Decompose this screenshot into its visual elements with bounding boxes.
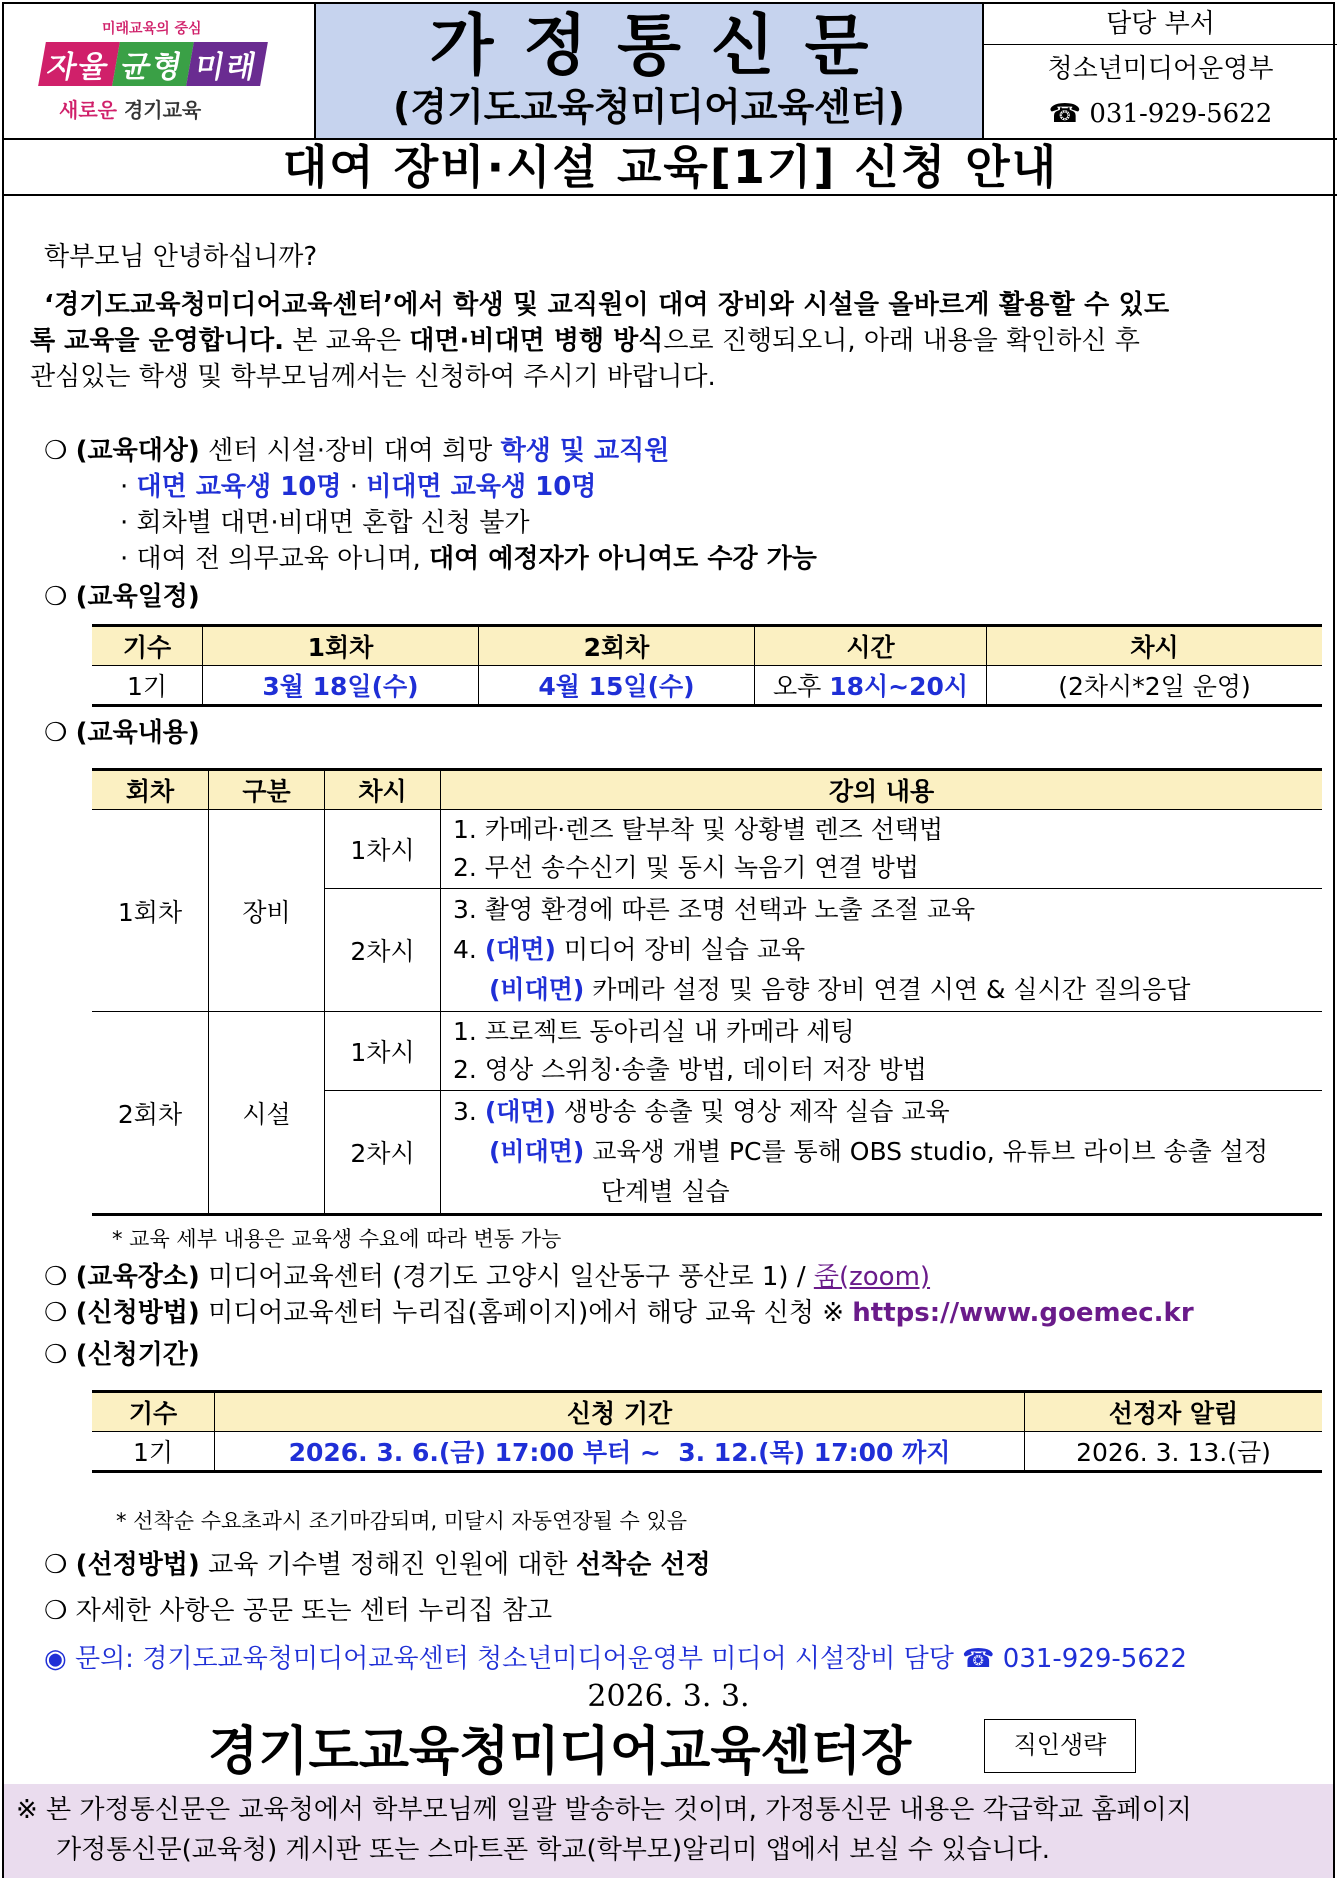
document-frame xyxy=(2,2,1335,1878)
period-label: 1차시 xyxy=(325,1012,441,1091)
circle-bullet-icon: ❍ xyxy=(44,718,68,748)
schedule-second-date: 4월 15일(수) xyxy=(479,666,755,706)
period-note: * 선착순 수요초과시 조기마감되며, 미달시 자동연장될 수 있음 xyxy=(116,1509,688,1533)
detail-text: 자세한 사항은 공문 또는 센터 누리집 참고 xyxy=(75,1596,553,1626)
lecture-number: 4. xyxy=(453,935,485,964)
logo-slogan: 미래교육의 중심 xyxy=(102,21,202,37)
lecture-item xyxy=(453,1092,1321,1132)
intro-text-c: 으로 진행되오니, 아래 내용을 확인하신 후 xyxy=(663,326,1140,356)
schedule-heading xyxy=(44,580,200,614)
logo-sub-2: 경기교육 xyxy=(123,98,202,122)
face-tag: (대면) xyxy=(484,935,556,964)
table-row xyxy=(92,810,1322,889)
notice-line-2: 가정통신문(교육청) 게시판 또는 스마트폰 학교(학부모)알리미 앱에서 보실 수 있습니다. xyxy=(56,1835,1051,1865)
application-header: 기수 xyxy=(92,1392,215,1432)
lecture-number: 3. xyxy=(453,1097,485,1126)
content-header: 차시 xyxy=(325,770,441,810)
lecture-item xyxy=(453,930,1321,970)
circle-bullet-icon: ❍ xyxy=(44,1340,68,1370)
intro-method: 대면·비대면 병행 방식 xyxy=(409,326,664,356)
signer-name: 경기도교육청미디어교육센터장 xyxy=(208,1722,912,1782)
logo xyxy=(4,4,316,138)
lecture-item: 1. 프로젝트 동아리실 내 카메라 세팅 xyxy=(453,1017,855,1046)
target-face-count: 대면 교육생 10명 xyxy=(136,472,342,502)
target-text: 센터 시설·장비 대여 희망 xyxy=(199,436,501,466)
lecture-text: 교육생 개별 PC를 통해 OBS studio, 유튜브 라이브 송출 설정 xyxy=(592,1137,1269,1166)
session-type: 장비 xyxy=(209,810,325,1012)
intro-text-a: 본 교육은 xyxy=(284,326,410,356)
lecture-content xyxy=(441,1012,1323,1091)
application-header: 선정자 알림 xyxy=(1025,1392,1323,1432)
seal-omitted-box: 직인생략 xyxy=(984,1719,1136,1773)
selection-method: 선착순 선정 xyxy=(575,1550,711,1580)
lecture-content xyxy=(441,1091,1323,1215)
selection-label: (선정방법) xyxy=(75,1550,200,1580)
place-text: 미디어교육센터 (경기도 고양시 일산동구 풍산로 1) / xyxy=(199,1262,814,1292)
schedule-header: 차시 xyxy=(987,626,1323,666)
schedule-periods: (2차시*2일 운영) xyxy=(987,666,1323,706)
schedule-first-date: 3월 18일(수) xyxy=(203,666,479,706)
period-label: (신청기간) xyxy=(75,1340,200,1370)
application-term: 1기 xyxy=(92,1432,215,1472)
target-nonface-count: 비대면 교육생 10명 xyxy=(366,472,597,502)
inquiry-phone: ☎ 031-929-5622 xyxy=(962,1644,1187,1674)
circle-bullet-icon: ❍ xyxy=(44,1596,68,1626)
schedule-time-range: 18시~20시 xyxy=(829,672,969,701)
face-tag: (대면) xyxy=(484,1097,556,1126)
schedule-table xyxy=(92,624,1322,707)
title-box xyxy=(316,4,984,138)
period-heading xyxy=(44,1338,200,1372)
lecture-item xyxy=(453,1132,1321,1172)
selection-row xyxy=(44,1548,711,1582)
application-table xyxy=(92,1390,1322,1473)
target-label: (교육대상) xyxy=(75,436,200,466)
place-row xyxy=(44,1260,930,1294)
intro-line-3: 관심있는 학생 및 학부모님께서는 신청하여 주시기 바랍니다. xyxy=(30,362,716,392)
table-row xyxy=(92,1432,1322,1472)
content-header: 강의 내용 xyxy=(441,770,1323,810)
lecture-content xyxy=(441,810,1323,889)
lecture-item xyxy=(453,970,1321,1010)
intro-line-1: ‘경기도교육청미디어교육센터’에서 학생 및 교직원이 대여 장비와 시설을 올바르게 활용할 수 있도 xyxy=(44,290,1170,320)
lecture-item: 단계별 실습 xyxy=(601,1177,730,1206)
subject-title: 대여 장비·시설 교육[1기] 신청 안내 xyxy=(4,140,1337,196)
schedule-header: 시간 xyxy=(755,626,987,666)
footer-notice xyxy=(4,1784,1333,1878)
target-bullet-1: · 대면 교육생 10명 · 비대면 교육생 10명 xyxy=(120,472,597,502)
logo-word-2: 균형 xyxy=(112,42,194,86)
place-label: (교육장소) xyxy=(75,1262,200,1292)
detail-row xyxy=(44,1594,552,1628)
lecture-text: 미디어 장비 실습 교육 xyxy=(555,935,806,964)
target-bullet-3: · 대여 전 의무교육 아니며, 대여 예정자가 아니여도 수강 가능 xyxy=(120,544,817,574)
lecture-item: 1. 카메라·렌즈 탈부착 및 상황별 렌즈 선택법 xyxy=(453,815,944,844)
target-sep: · xyxy=(341,472,367,502)
session-label: 1회차 xyxy=(92,810,209,1012)
method-text: 미디어교육센터 누리집(홈페이지)에서 해당 교육 신청 ※ xyxy=(199,1298,853,1328)
schedule-label: (교육일정) xyxy=(75,582,200,612)
lecture-item: 2. 무선 송수신기 및 동시 녹음기 연결 방법 xyxy=(453,853,919,882)
homepage-link[interactable]: https://www.goemec.kr xyxy=(852,1298,1194,1328)
period-label: 2차시 xyxy=(325,1091,441,1215)
department-box xyxy=(984,4,1337,138)
lecture-text: 생방송 송출 및 영상 제작 실습 교육 xyxy=(555,1097,950,1126)
table-row xyxy=(92,1012,1322,1091)
page-subtitle: (경기도교육청미디어교육센터) xyxy=(393,85,905,129)
notice-line-1: ※ 본 가정통신문은 교육청에서 학부모님께 일괄 발송하는 것이며, 가정통신문 내용은 각급학교 홈페이지 xyxy=(16,1795,1192,1825)
circle-bullet-icon: ❍ xyxy=(44,436,68,466)
table-row xyxy=(92,666,1322,706)
schedule-header: 1회차 xyxy=(203,626,479,666)
period-label: 1차시 xyxy=(325,810,441,889)
letter-header xyxy=(4,4,1337,140)
session-label: 2회차 xyxy=(92,1012,209,1215)
period-label: 2차시 xyxy=(325,889,441,1012)
selection-text: 교육 기수별 정해진 인원에 대한 xyxy=(199,1550,576,1580)
logo-word-1: 자율 xyxy=(38,42,120,86)
content-label: (교육내용) xyxy=(75,718,200,748)
schedule-time xyxy=(755,666,987,706)
inquiry-text: 문의: 경기도교육청미디어교육센터 청소년미디어운영부 미디어 시설장비 담당 xyxy=(74,1644,963,1674)
page-title: 가정통신문 xyxy=(429,6,899,84)
method-row xyxy=(44,1296,1194,1330)
target-who: 학생 및 교직원 xyxy=(500,436,670,466)
target-mix-rule: 회차별 대면·비대면 혼합 신청 불가 xyxy=(136,508,530,538)
circle-bullet-icon: ❍ xyxy=(44,1550,68,1580)
application-range: 2026. 3. 6.(금) 17:00 부터 ~ 3. 12.(목) 17:00 까지 xyxy=(215,1432,1025,1472)
content-table xyxy=(92,768,1322,1216)
target-rule-a: 대여 전 의무교육 아니며, xyxy=(136,544,430,574)
content-header: 회차 xyxy=(92,770,209,810)
lecture-content xyxy=(441,889,1323,1012)
target-bullet-2: · 회차별 대면·비대면 혼합 신청 불가 xyxy=(120,508,530,538)
target-row xyxy=(44,434,669,468)
content-header: 구분 xyxy=(209,770,325,810)
intro-line-2 xyxy=(30,324,1140,358)
circle-bullet-icon: ❍ xyxy=(44,1262,68,1292)
intro-bold: 록 교육을 운영합니다. xyxy=(30,326,285,356)
schedule-term: 1기 xyxy=(92,666,203,706)
lecture-item: 2. 영상 스위칭·송출 방법, 데이터 저장 방법 xyxy=(453,1055,927,1084)
logo-sub-1: 새로운 xyxy=(59,98,117,122)
schedule-header: 2회차 xyxy=(479,626,755,666)
application-header: 신청 기간 xyxy=(215,1392,1025,1432)
content-heading xyxy=(44,716,200,750)
target-rule-b: 대여 예정자가 아니여도 수강 가능 xyxy=(429,544,817,574)
schedule-header: 기수 xyxy=(92,626,203,666)
issue-date: 2026. 3. 3. xyxy=(587,1679,750,1714)
target-bullet-icon: ◉ xyxy=(44,1644,67,1674)
inquiry-row xyxy=(44,1642,1187,1676)
department-label: 담당 부서 xyxy=(984,4,1337,45)
logo-word-3: 미래 xyxy=(186,42,268,86)
lecture-text: 카메라 설정 및 음향 장비 연결 시연 & 실시간 질의응답 xyxy=(584,975,1191,1004)
selection-notice-date: 2026. 3. 13.(금) xyxy=(1025,1432,1323,1472)
content-note: * 교육 세부 내용은 교육생 수요에 따라 변동 가능 xyxy=(112,1227,562,1251)
circle-bullet-icon: ❍ xyxy=(44,582,68,612)
method-label: (신청방법) xyxy=(75,1298,200,1328)
logo-subtitle xyxy=(59,94,201,123)
lecture-item: 3. 촬영 환경에 따른 조명 선택과 노출 조절 교육 xyxy=(453,895,976,924)
circle-bullet-icon: ❍ xyxy=(44,1298,68,1328)
department-name: 청소년미디어운영부 xyxy=(1047,54,1274,84)
logo-mark xyxy=(42,42,264,86)
zoom-link[interactable]: 줌(zoom) xyxy=(813,1262,931,1292)
department-phone: ☎ 031-929-5622 xyxy=(1048,99,1273,129)
session-type: 시설 xyxy=(209,1012,325,1215)
nonface-tag: (비대면) xyxy=(489,975,585,1004)
nonface-tag: (비대면) xyxy=(489,1137,585,1166)
greeting: 학부모님 안녕하십니까? xyxy=(44,242,318,272)
schedule-time-prefix: 오후 xyxy=(772,672,830,701)
